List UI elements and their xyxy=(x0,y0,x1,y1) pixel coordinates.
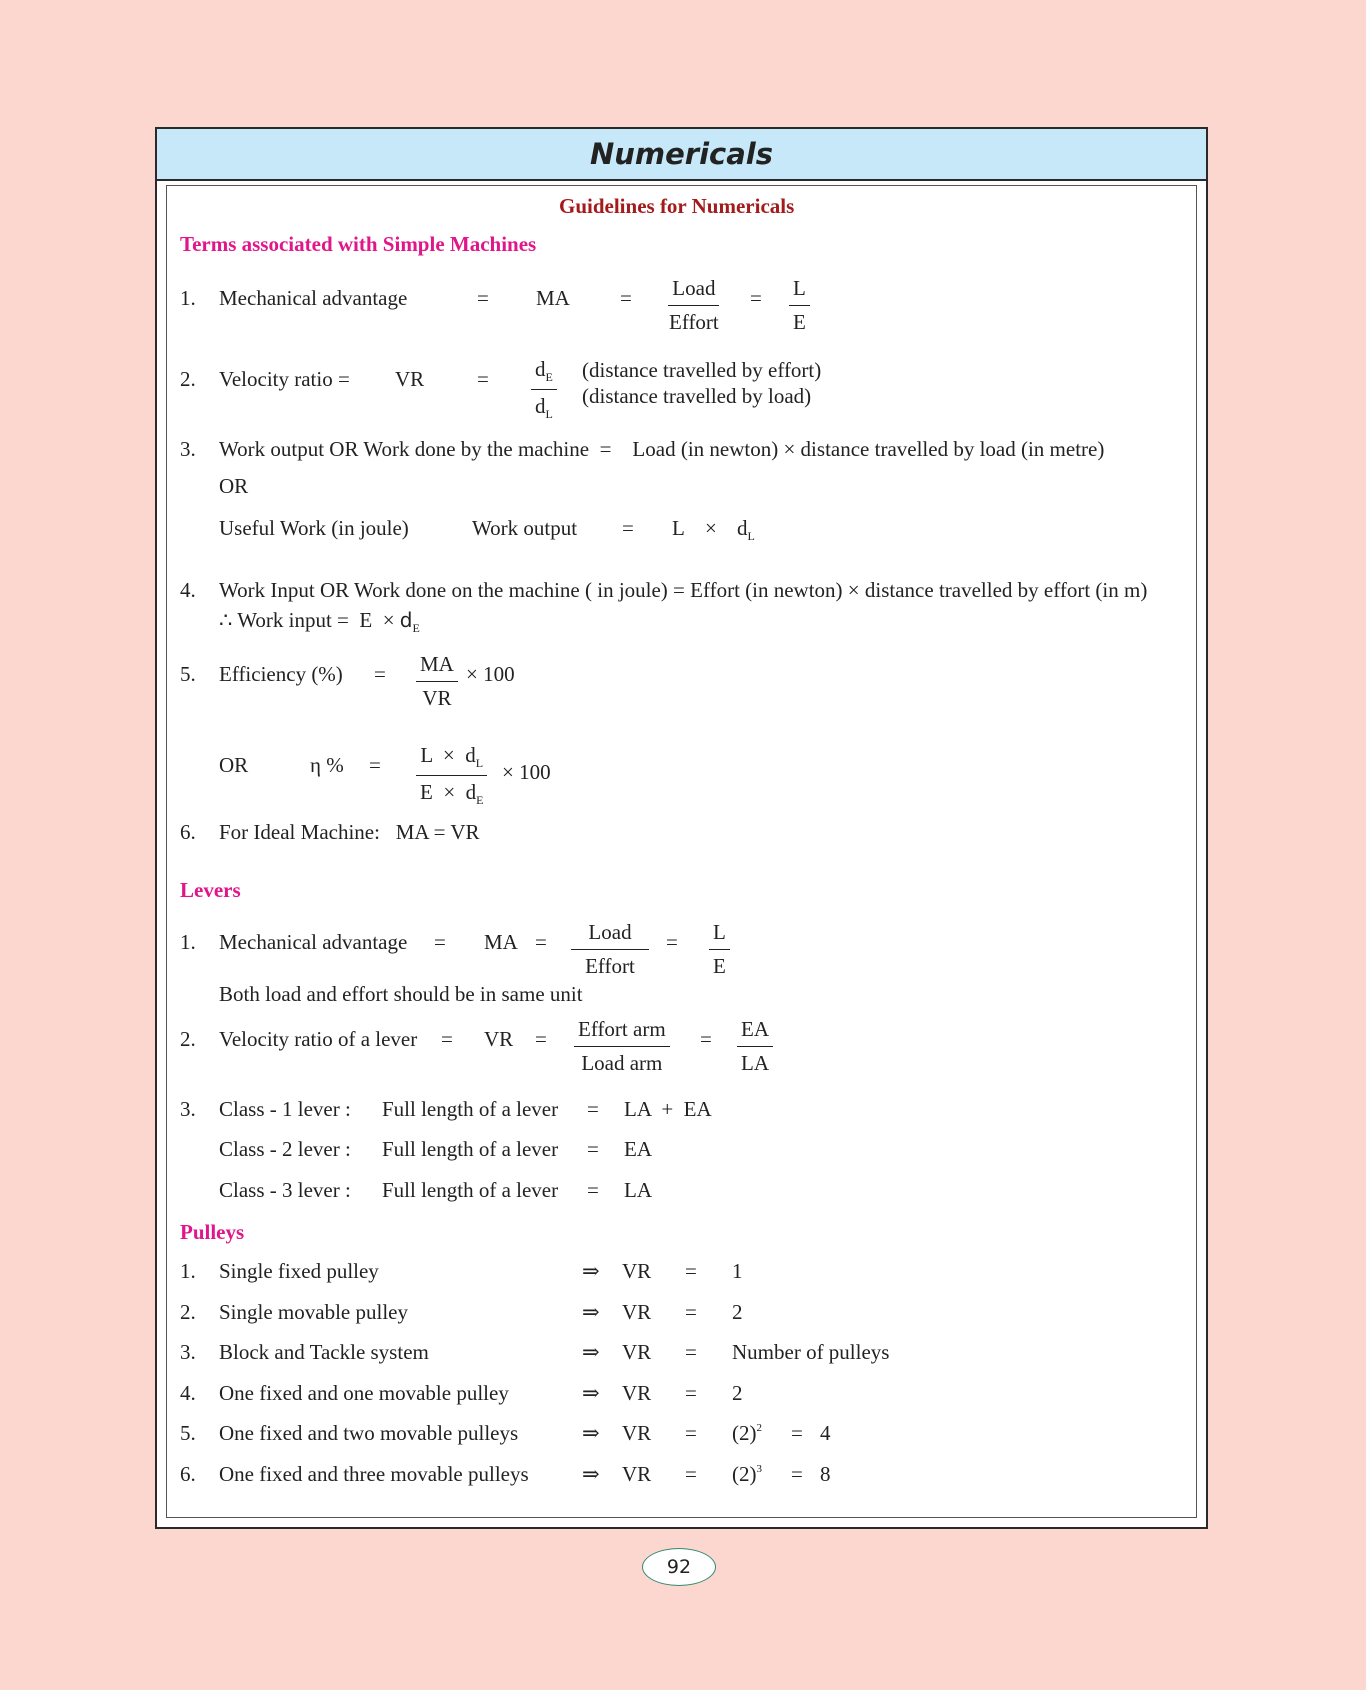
pulley-vr-result: 4 xyxy=(820,1421,831,1445)
equals-sign: = xyxy=(587,1097,599,1121)
fraction-numerator: $L \times d_L$ xyxy=(416,745,487,776)
fraction-numerator: EA xyxy=(737,1019,773,1047)
fraction-numerator: L xyxy=(709,922,730,950)
lever-vr-symbol: VR xyxy=(484,1027,514,1051)
equals-sign: = xyxy=(791,1421,803,1445)
load-symbol: L xyxy=(672,516,685,540)
equals-sign: = xyxy=(535,1027,547,1051)
pulley-description: Single movable pulley xyxy=(219,1300,408,1324)
item-number: 2. xyxy=(180,1300,196,1324)
equals-sign: = xyxy=(791,1462,803,1486)
pulley-vr-value: 2 xyxy=(732,1381,743,1405)
equals-sign: = xyxy=(622,516,634,540)
pulley-vr-value: 2 xyxy=(732,1300,743,1324)
ma-fraction xyxy=(665,278,723,333)
item-number: 5. xyxy=(180,662,196,686)
ma-label: Mechanical advantage xyxy=(219,286,408,310)
equals-sign: = xyxy=(700,1027,712,1051)
times-hundred: × 100 xyxy=(502,760,551,784)
equals-sign: = xyxy=(587,1178,599,1202)
vr-note-load: (distance travelled by load) xyxy=(582,384,812,408)
item-number: 1. xyxy=(180,286,196,310)
vr-symbol: VR xyxy=(622,1381,652,1405)
lever-class-label: Full length of a lever xyxy=(382,1178,559,1202)
lever-class-name: Class - 2 lever : xyxy=(219,1137,351,1161)
equals-sign: = xyxy=(620,286,632,310)
equals-sign: = xyxy=(750,286,762,310)
efficiency-label: Efficiency (%) xyxy=(219,662,343,686)
item-number: 3. xyxy=(180,1097,196,1121)
equals-sign: = xyxy=(685,1381,697,1405)
implies-arrow: ⇒ xyxy=(582,1421,600,1445)
lever-vr-label: Velocity ratio of a lever xyxy=(219,1027,418,1051)
lever-le-fraction xyxy=(709,922,730,977)
terms-heading: Terms associated with Simple Machines xyxy=(180,232,537,256)
pulley-vr-value: $(2)^3$ xyxy=(732,1462,762,1486)
lever-ma-fraction xyxy=(571,922,649,977)
lever-class-value: EA xyxy=(624,1137,652,1161)
lever-ma-label: Mechanical advantage xyxy=(219,930,408,954)
lever-class-value: LA + EA xyxy=(624,1097,712,1121)
equals-sign: = xyxy=(434,930,446,954)
fraction-denominator: $E \times d_E$ xyxy=(420,780,484,807)
page-number: 92 xyxy=(642,1548,716,1586)
levers-heading: Levers xyxy=(180,878,241,902)
lever-vr-fraction xyxy=(574,1019,670,1074)
work-input-definition: Work Input OR Work done on the machine ( in joule) = Effort (in newton) × distance travelled by effort (in m) xyxy=(219,578,1148,602)
item-number: 3. xyxy=(180,1340,196,1364)
item-number: 2. xyxy=(180,367,196,391)
fraction-denominator: VR xyxy=(422,686,452,710)
pulley-description: Single fixed pulley xyxy=(219,1259,379,1283)
times-hundred: × 100 xyxy=(466,662,515,686)
implies-arrow: ⇒ xyxy=(582,1462,600,1486)
ideal-machine-text: For Ideal Machine: MA = VR xyxy=(219,820,480,844)
implies-arrow: ⇒ xyxy=(582,1340,600,1364)
item-number: 4. xyxy=(180,1381,196,1405)
or-text: OR xyxy=(219,474,249,498)
equals-sign: = xyxy=(441,1027,453,1051)
equals-sign: = xyxy=(685,1421,697,1445)
pulley-vr-result: 8 xyxy=(820,1462,831,1486)
work-output-definition: Work output OR Work done by the machine = Load (in newton) × distance travelled by load (in metre) xyxy=(219,437,1105,461)
ma-le-fraction xyxy=(789,278,810,333)
fraction-denominator: $d_L$ xyxy=(535,394,553,421)
fraction-numerator: Load xyxy=(571,922,649,950)
fraction-numerator: Effort arm xyxy=(574,1019,670,1047)
lever-class-name: Class - 3 lever : xyxy=(219,1178,351,1202)
distance-load-symbol: $d_L$ xyxy=(737,516,755,543)
pulley-vr-value: 1 xyxy=(732,1259,743,1283)
vr-label: Velocity ratio = xyxy=(219,367,350,391)
ma-symbol: MA xyxy=(536,286,570,310)
fraction-denominator: Load arm xyxy=(581,1051,663,1075)
pulley-description: One fixed and three movable pulleys xyxy=(219,1462,529,1486)
implies-arrow: ⇒ xyxy=(582,1381,600,1405)
implies-arrow: ⇒ xyxy=(582,1300,600,1324)
pulley-description: One fixed and two movable pulleys xyxy=(219,1421,519,1445)
or-text: OR xyxy=(219,753,249,777)
banner-title: Numericals xyxy=(157,129,1206,181)
lever-class-label: Full length of a lever xyxy=(382,1097,559,1121)
pulley-description: Block and Tackle system xyxy=(219,1340,429,1364)
equals-sign: = xyxy=(685,1462,697,1486)
vr-symbol: VR xyxy=(622,1259,652,1283)
fraction-denominator: E xyxy=(793,310,806,334)
fraction-denominator: LA xyxy=(741,1051,769,1075)
fraction-numerator: Load xyxy=(668,278,719,306)
lever-class-label: Full length of a lever xyxy=(382,1137,559,1161)
fraction-denominator: Effort xyxy=(585,954,635,978)
item-number: 2. xyxy=(180,1027,196,1051)
equals-sign: = xyxy=(477,286,489,310)
lever-ma-symbol: MA xyxy=(484,930,518,954)
fraction-denominator: E xyxy=(713,954,726,978)
vr-symbol: VR xyxy=(622,1300,652,1324)
unit-note: Both load and effort should be in same unit xyxy=(219,982,583,1006)
vr-symbol: VR xyxy=(622,1462,652,1486)
fraction-denominator: Effort xyxy=(669,310,719,334)
lever-ea-la-fraction xyxy=(737,1019,773,1074)
times-sign: × xyxy=(705,516,717,540)
item-number: 3. xyxy=(180,437,196,461)
equals-sign: = xyxy=(685,1259,697,1283)
work-input-formula: ∴ Work input = $E \times d_E$ xyxy=(219,608,420,635)
equals-sign: = xyxy=(685,1300,697,1324)
equals-sign: = xyxy=(477,367,489,391)
lever-class-name: Class - 1 lever : xyxy=(219,1097,351,1121)
equals-sign: = xyxy=(374,662,386,686)
efficiency-fraction xyxy=(416,654,458,709)
equals-sign: = xyxy=(535,930,547,954)
useful-work-label: Useful Work (in joule) xyxy=(219,516,409,540)
equals-sign: = xyxy=(369,753,381,777)
item-number: 5. xyxy=(180,1421,196,1445)
equals-sign: = xyxy=(666,930,678,954)
item-number: 6. xyxy=(180,1462,196,1486)
pulley-vr-value: $(2)^2$ xyxy=(732,1421,762,1445)
work-output-label: Work output xyxy=(472,516,578,540)
pulley-vr-value: Number of pulleys xyxy=(732,1340,890,1364)
item-number: 6. xyxy=(180,820,196,844)
fraction-numerator: $d_E$ xyxy=(531,359,557,390)
equals-sign: = xyxy=(685,1340,697,1364)
implies-arrow: ⇒ xyxy=(582,1259,600,1283)
item-number: 1. xyxy=(180,930,196,954)
item-number: 4. xyxy=(180,578,196,602)
vr-symbol: VR xyxy=(395,367,425,391)
pulley-description: One fixed and one movable pulley xyxy=(219,1381,509,1405)
vr-note-effort: (distance travelled by effort) xyxy=(582,358,822,382)
fraction-numerator: MA xyxy=(416,654,458,682)
pulleys-heading: Pulleys xyxy=(180,1220,245,1244)
vr-symbol: VR xyxy=(622,1340,652,1364)
eta-percent: η % xyxy=(310,753,344,777)
guidelines-title: Guidelines for Numericals xyxy=(559,194,795,218)
vr-symbol: VR xyxy=(622,1421,652,1445)
eta-fraction xyxy=(416,745,488,806)
item-number: 1. xyxy=(180,1259,196,1283)
lever-class-value: LA xyxy=(624,1178,652,1202)
fraction-numerator: L xyxy=(789,278,810,306)
vr-fraction xyxy=(531,359,557,420)
equals-sign: = xyxy=(587,1137,599,1161)
